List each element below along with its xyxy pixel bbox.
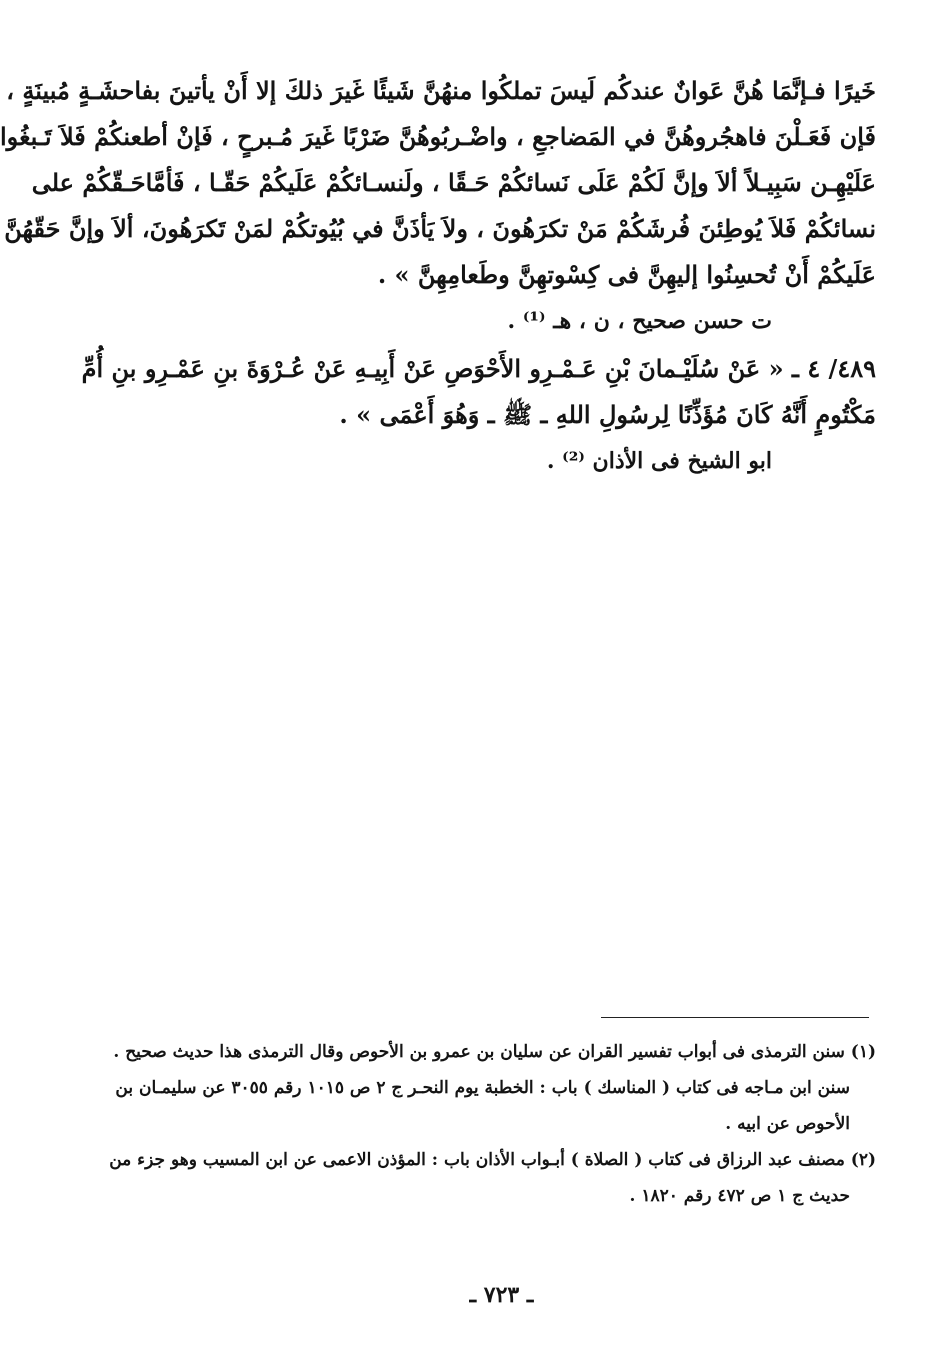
text-line: عَلَيْهِـن سَبِيـلاً ألاَ وإنَّ لَكُمْ عَلَى نَسائكُمْ حَـقًا ، ولَنسـائكُمْ عَلَيكُمْ حَقّـا ، فَأمَّاحَـقّكُمْ على <box>31 168 876 197</box>
hadith-line: مَكْتُومٍ أَنَّهُ كَانَ مُؤَذِّنًا لِرسُولِ اللهِ ـ ﷺ ـ وَهُوَ أَعْمَى » . <box>339 400 876 429</box>
footnote-divider <box>601 1017 869 1018</box>
hadith-489-block <box>81 346 876 484</box>
hadith-line: ٤٨٩/ ٤ ـ « عَنْ سُلَيْـمانَ بْنِ عَـمْـرِو الأَحْوَصِ عَنْ أَبِيـهِ عَنْ عُـرْوَةَ بنِ عَمْـرِو بنِ أُمِّ <box>81 354 876 383</box>
main-text-block <box>0 68 876 484</box>
text-line: فَإن فَعَـلْنَ فاهجُروهُنَّ في المَضاجعِ ، واضْـربُوهُنَّ ضَرْبًا غَيرَ مُـبرحٍ ، فَإنْ أطعنكُمْ فَلاَ تَـبغُوا <box>0 122 876 151</box>
page-number: ـ ٧٢٣ ـ <box>469 1282 534 1308</box>
text-line: خَيرًا فـإنَّمَا هُنَّ عَوانٌ عندكُم لَيسَ تملكُوا منهُنَّ شَيئًا غَيرَ ذلكَ إلا أَنْ يأتينَ بفاحشَـةٍ مُبينَةٍ ، <box>6 76 876 105</box>
text-line: عَلَيكُمْ أَنْ تُحسِنُوا إليهِنَّ فى كِسْوتهِنَّ وطَعامِهِنَّ » . <box>377 260 876 289</box>
footnote-1-line: الأحوص عن ابيه . <box>725 1114 850 1134</box>
footnote-2-line: حديث ج ١ ص ٤٧٢ رقم ١٨٢٠ . <box>629 1186 850 1206</box>
text-line: نسائكُمْ فَلاَ يُوطِئنَ فُرشَكُمْ مَنْ تكرَهُونَ ، ولاَ يَأذَنَّ في بُيُوتكُمْ لمَنْ تَكرَهُونَ، ألاَ وإنَّ حَقّهُنَّ <box>4 214 876 243</box>
footnote-2-line: (٢) مصنف عبد الرزاق فى كتاب ( الصلاة ) أبـواب الأذان باب : المؤذن الاعمى عن ابن المسيب وهو جزء من <box>109 1150 876 1170</box>
hadith-source-reference: ت حسن صحيح ، ن ، هـ ⁽¹⁾ . <box>507 308 772 334</box>
footnotes-section <box>109 1034 876 1214</box>
footnote-1-line: (١) سنن الترمذى فى أبواب تفسير القران عن سليان بن عمرو بن الأحوص وقال الترمذى هذا حديث صحيح . <box>113 1042 876 1062</box>
hadith-source-reference: ابو الشيخ فى الأذان ⁽²⁾ . <box>546 448 772 474</box>
footnote-1-line: سنن ابن مـاجه فى كتاب ( المناسك ) باب : الخطبة يوم النحـر ج ٢ ص ١٠١٥ رقم ٣٠٥٥ عن سليمـان بن <box>115 1078 850 1098</box>
